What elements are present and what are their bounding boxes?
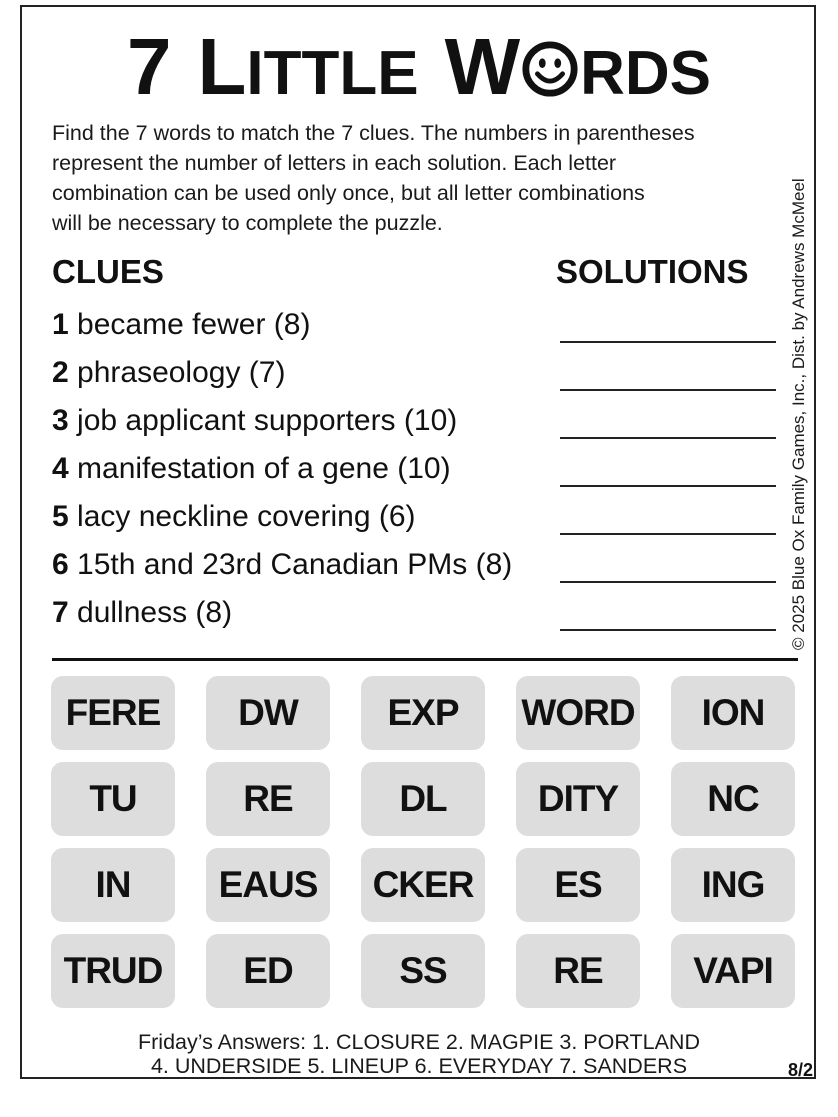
clue-row: [52, 353, 780, 393]
smiley-icon: [521, 40, 579, 98]
clue-number: 3: [52, 404, 69, 437]
title-number: 7: [127, 22, 172, 111]
puzzle-date: 8/2: [788, 1060, 814, 1080]
previous-answers: [20, 1030, 818, 1078]
instructions-line: represent the number of letters in each solution. Each letter: [52, 151, 617, 175]
solution-blank[interactable]: [560, 629, 776, 631]
solution-blank[interactable]: [560, 533, 776, 535]
solutions-heading: SOLUTIONS: [556, 253, 749, 290]
section-divider: [52, 658, 798, 661]
previous-answers-line: 4. UNDERSIDE 5. LINEUP 6. EVERYDAY 7. SANDERS: [150, 1054, 688, 1078]
clue-row: [52, 497, 780, 537]
clue-text: [52, 449, 451, 489]
clue-row: [52, 449, 780, 489]
letter-tile[interactable]: ION: [671, 676, 795, 750]
solution-blank[interactable]: [560, 389, 776, 391]
clue-description: dullness (8): [68, 596, 233, 629]
letter-tile[interactable]: DW: [206, 676, 330, 750]
clue-description: job applicant supporters (10): [68, 404, 458, 437]
clue-text: [52, 353, 285, 393]
letter-tile[interactable]: DITY: [516, 762, 640, 836]
letter-tile[interactable]: NC: [671, 762, 795, 836]
clue-number: 7: [52, 596, 69, 629]
instructions-line: combination can be used only once, but all letter combinations: [52, 181, 645, 205]
solution-blank[interactable]: [560, 341, 776, 343]
instructions: [52, 118, 800, 238]
title-word1-rest: ITTLE: [246, 39, 419, 108]
title-word1-initial: L: [197, 22, 247, 111]
solution-blank[interactable]: [560, 485, 776, 487]
instructions-line: will be necessary to complete the puzzle.: [52, 211, 443, 235]
puzzle-title: [20, 22, 818, 112]
clue-row: [52, 545, 780, 585]
letter-tile[interactable]: TRUD: [51, 934, 175, 1008]
letter-tile[interactable]: RE: [516, 934, 640, 1008]
clue-description: 15th and 23rd Canadian PMs (8): [68, 548, 513, 581]
clue-text: [52, 497, 416, 537]
letter-tile[interactable]: WORD: [516, 676, 640, 750]
letter-tile[interactable]: VAPI: [671, 934, 795, 1008]
clue-text: [52, 401, 457, 441]
clue-number: 2: [52, 356, 69, 389]
previous-answers-line: Friday’s Answers: 1. CLOSURE 2. MAGPIE 3. PORTLAND: [138, 1030, 700, 1054]
clue-text: [52, 305, 310, 345]
solution-blank[interactable]: [560, 437, 776, 439]
title-word2-rest: RDS: [580, 39, 711, 108]
clue-number: 1: [52, 308, 69, 341]
clue-number: 6: [52, 548, 69, 581]
letter-tile[interactable]: TU: [51, 762, 175, 836]
title-word2-initial: W: [444, 22, 521, 111]
letter-tile[interactable]: ING: [671, 848, 795, 922]
letter-tile[interactable]: SS: [361, 934, 485, 1008]
copyright-notice: © 2025 Blue Ox Family Games, Inc., Dist. by Andrews McMeel: [789, 178, 808, 650]
letter-tile[interactable]: EAUS: [206, 848, 330, 922]
clue-text: [52, 593, 232, 633]
solution-blank[interactable]: [560, 581, 776, 583]
clue-row: [52, 401, 780, 441]
clue-description: phraseology (7): [68, 356, 286, 389]
clue-row: [52, 305, 780, 345]
letter-tile[interactable]: ES: [516, 848, 640, 922]
clue-description: manifestation of a gene (10): [68, 452, 451, 485]
clue-description: lacy neckline covering (6): [68, 500, 416, 533]
clue-row: [52, 593, 780, 633]
letter-tile[interactable]: DL: [361, 762, 485, 836]
clue-text: [52, 545, 512, 585]
clues-heading: CLUES: [52, 253, 164, 290]
instructions-line: Find the 7 words to match the 7 clues. The numbers in parentheses: [52, 121, 695, 145]
letter-tile[interactable]: ED: [206, 934, 330, 1008]
letter-tile[interactable]: RE: [206, 762, 330, 836]
letter-tile[interactable]: IN: [51, 848, 175, 922]
letter-tile[interactable]: EXP: [361, 676, 485, 750]
clue-number: 4: [52, 452, 69, 485]
letter-tile[interactable]: CKER: [361, 848, 485, 922]
clue-description: became fewer (8): [68, 308, 311, 341]
letter-tile[interactable]: FERE: [51, 676, 175, 750]
clue-number: 5: [52, 500, 69, 533]
